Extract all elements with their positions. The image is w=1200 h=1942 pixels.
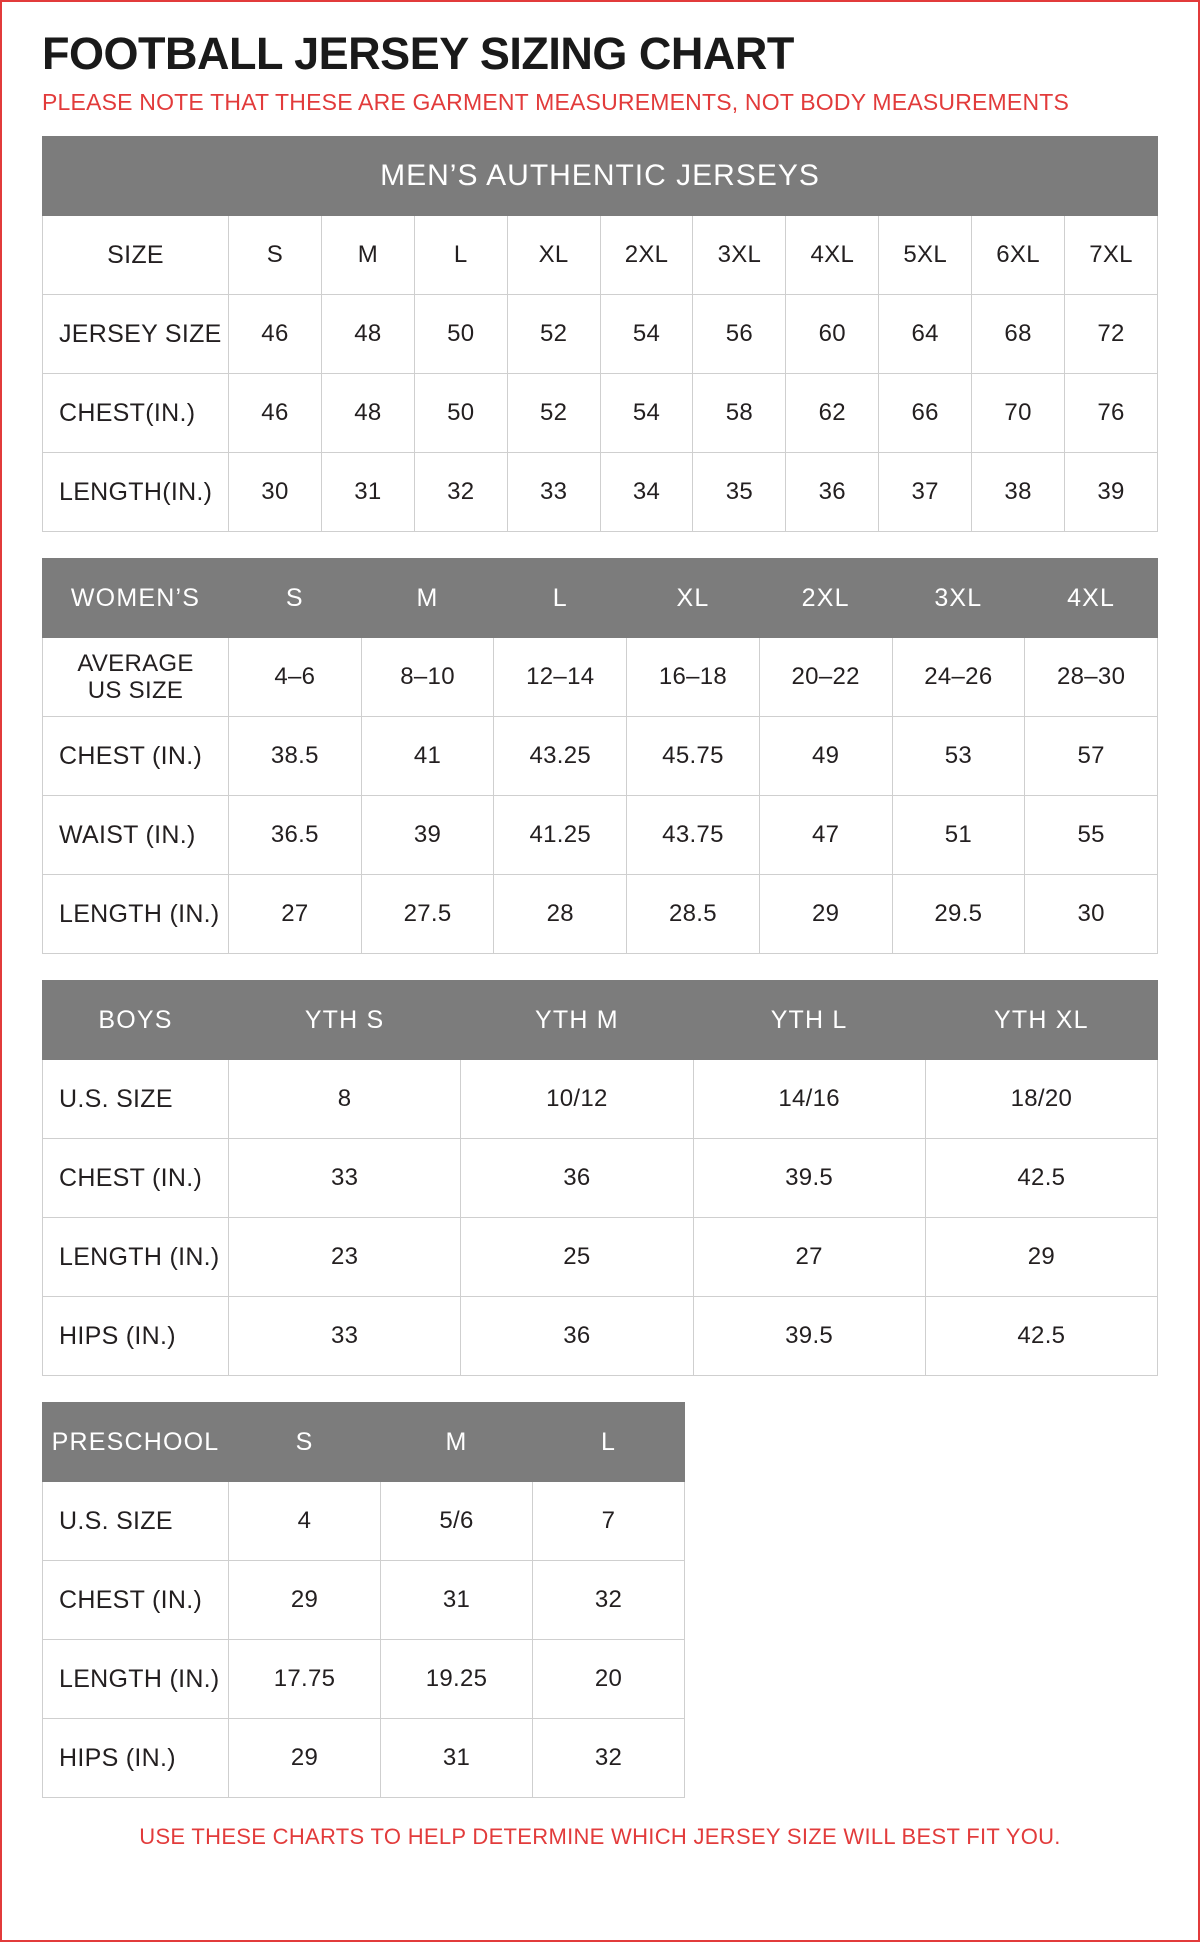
table-cell: 29 [229, 1719, 381, 1798]
table-cell: 39 [1065, 453, 1158, 532]
table-cell: 46 [229, 374, 322, 453]
table-cell: 28.5 [627, 875, 760, 954]
table-cell: 70 [972, 374, 1065, 453]
table-cell: 47 [759, 796, 892, 875]
boys-sizing-table [42, 980, 1158, 1376]
table-cell: 39.5 [693, 1297, 925, 1376]
table-cell: 72 [1065, 295, 1158, 374]
table-cell: 38.5 [229, 717, 362, 796]
row-label: CHEST (IN.) [43, 1139, 229, 1218]
table-cell: 31 [321, 453, 414, 532]
row-label-line2: US SIZE [87, 677, 184, 705]
table-row [43, 717, 1158, 796]
row-label: U.S. SIZE [43, 1060, 229, 1139]
table-cell: 76 [1065, 374, 1158, 453]
table-cell: 52 [507, 374, 600, 453]
womens-size-cell: L [494, 559, 627, 638]
table-cell: 66 [879, 374, 972, 453]
table-cell: 33 [229, 1297, 461, 1376]
boys-banner: BOYS [43, 981, 229, 1060]
womens-size-cell: 2XL [759, 559, 892, 638]
table-cell: 34 [600, 453, 693, 532]
table-cell: 41 [361, 717, 494, 796]
table-row-preschool-header [43, 1403, 1158, 1482]
table-cell: 19.25 [381, 1640, 533, 1719]
table-cell: 35 [693, 453, 786, 532]
table-cell: 10/12 [461, 1060, 693, 1139]
table-cell: 64 [879, 295, 972, 374]
page-title: FOOTBALL JERSEY SIZING CHART [42, 28, 794, 79]
table-cell: 32 [533, 1719, 685, 1798]
table-cell: 57 [1025, 717, 1158, 796]
mens-size-cell: M [321, 216, 414, 295]
table-cell: 25 [461, 1218, 693, 1297]
table-row-womens-header [43, 559, 1158, 638]
table-cell: 36 [461, 1297, 693, 1376]
preschool-size-cell: S [229, 1403, 381, 1482]
womens-banner: WOMEN’S [43, 559, 229, 638]
womens-size-cell: S [229, 559, 362, 638]
table-cell: 27 [229, 875, 362, 954]
table-cell: 42.5 [925, 1139, 1157, 1218]
table-cell: 5/6 [381, 1482, 533, 1561]
table-cell: 14/16 [693, 1060, 925, 1139]
table-cell: 8–10 [361, 638, 494, 717]
table-row [43, 1719, 1158, 1798]
table-cell: 60 [786, 295, 879, 374]
table-cell: 4 [229, 1482, 381, 1561]
table-row [43, 1297, 1158, 1376]
row-label: LENGTH (IN.) [43, 875, 229, 954]
table-cell: 48 [321, 374, 414, 453]
row-label: WAIST (IN.) [43, 796, 229, 875]
spacer-cell [685, 1482, 1158, 1561]
row-label: HIPS (IN.) [43, 1719, 229, 1798]
mens-size-cell: XL [507, 216, 600, 295]
table-cell: 29.5 [892, 875, 1025, 954]
table-row-boys-header [43, 981, 1158, 1060]
table-cell: 30 [229, 453, 322, 532]
table-cell: 50 [414, 374, 507, 453]
mens-size-cell: S [229, 216, 322, 295]
spacer-cell [685, 1403, 1158, 1482]
table-cell: 46 [229, 295, 322, 374]
row-label [43, 638, 229, 717]
table-cell: 31 [381, 1561, 533, 1640]
table-cell: 20 [533, 1640, 685, 1719]
row-label: LENGTH (IN.) [43, 1218, 229, 1297]
row-label: LENGTH(IN.) [43, 453, 229, 532]
preschool-size-cell: M [381, 1403, 533, 1482]
boys-size-cell: YTH M [461, 981, 693, 1060]
table-cell: 7 [533, 1482, 685, 1561]
table-row [43, 1482, 1158, 1561]
row-label-line1: AVERAGE [77, 649, 194, 677]
table-cell: 42.5 [925, 1297, 1157, 1376]
table-cell: 28–30 [1025, 638, 1158, 717]
table-cell: 51 [892, 796, 1025, 875]
table-cell: 8 [229, 1060, 461, 1139]
table-cell: 20–22 [759, 638, 892, 717]
spacer-cell [685, 1719, 1158, 1798]
table-cell: 38 [972, 453, 1065, 532]
table-cell: 50 [414, 295, 507, 374]
table-cell: 32 [414, 453, 507, 532]
table-row [43, 374, 1158, 453]
table-cell: 28 [494, 875, 627, 954]
table-cell: 43.75 [627, 796, 760, 875]
table-cell: 49 [759, 717, 892, 796]
mens-size-cell: 6XL [972, 216, 1065, 295]
boys-size-cell: YTH XL [925, 981, 1157, 1060]
mens-size-cell: 3XL [693, 216, 786, 295]
table-cell: 68 [972, 295, 1065, 374]
table-cell: 33 [507, 453, 600, 532]
table-cell: 31 [381, 1719, 533, 1798]
table-cell: 36.5 [229, 796, 362, 875]
table-cell: 48 [321, 295, 414, 374]
table-row [43, 638, 1158, 717]
row-label: CHEST (IN.) [43, 1561, 229, 1640]
womens-size-cell: 4XL [1025, 559, 1158, 638]
footer-note: USE THESE CHARTS TO HELP DETERMINE WHICH JERSEY SIZE WILL BEST FIT YOU. [139, 1824, 1061, 1850]
table-cell: 16–18 [627, 638, 760, 717]
table-cell: 23 [229, 1218, 461, 1297]
spacer-cell [685, 1561, 1158, 1640]
table-row [43, 1640, 1158, 1719]
mens-size-cell: 7XL [1065, 216, 1158, 295]
table-row-mens-sizes [43, 216, 1158, 295]
row-label: U.S. SIZE [43, 1482, 229, 1561]
table-cell: 29 [925, 1218, 1157, 1297]
table-cell: 37 [879, 453, 972, 532]
table-cell: 52 [507, 295, 600, 374]
boys-size-cell: YTH S [229, 981, 461, 1060]
table-cell: 17.75 [229, 1640, 381, 1719]
table-row [43, 875, 1158, 954]
table-cell: 29 [229, 1561, 381, 1640]
womens-sizing-table [42, 558, 1158, 954]
table-cell: 54 [600, 374, 693, 453]
table-cell: 36 [786, 453, 879, 532]
row-label: HIPS (IN.) [43, 1297, 229, 1376]
table-cell: 29 [759, 875, 892, 954]
table-row [43, 796, 1158, 875]
womens-size-cell: M [361, 559, 494, 638]
table-row [43, 453, 1158, 532]
mens-size-cell: 2XL [600, 216, 693, 295]
preschool-size-cell: L [533, 1403, 685, 1482]
table-cell: 54 [600, 295, 693, 374]
table-cell: 24–26 [892, 638, 1025, 717]
table-cell: 18/20 [925, 1060, 1157, 1139]
spacer-cell [685, 1640, 1158, 1719]
table-cell: 30 [1025, 875, 1158, 954]
row-label: JERSEY SIZE [43, 295, 229, 374]
table-cell: 53 [892, 717, 1025, 796]
table-cell: 27 [693, 1218, 925, 1297]
table-row [43, 1561, 1158, 1640]
preschool-sizing-table [42, 1402, 1158, 1798]
table-cell: 43.25 [494, 717, 627, 796]
table-row [43, 295, 1158, 374]
table-row [43, 1218, 1158, 1297]
row-label: CHEST (IN.) [43, 717, 229, 796]
womens-size-cell: XL [627, 559, 760, 638]
table-cell: 32 [533, 1561, 685, 1640]
mens-size-cell: L [414, 216, 507, 295]
table-cell: 33 [229, 1139, 461, 1218]
mens-size-label: SIZE [43, 216, 229, 295]
table-row [43, 1060, 1158, 1139]
table-cell: 55 [1025, 796, 1158, 875]
table-cell: 12–14 [494, 638, 627, 717]
womens-size-cell: 3XL [892, 559, 1025, 638]
table-cell: 41.25 [494, 796, 627, 875]
table-row-mens-banner [43, 137, 1158, 216]
table-cell: 36 [461, 1139, 693, 1218]
table-cell: 27.5 [361, 875, 494, 954]
table-cell: 39.5 [693, 1139, 925, 1218]
mens-size-cell: 4XL [786, 216, 879, 295]
mens-banner: MEN’S AUTHENTIC JERSEYS [43, 137, 1158, 216]
table-cell: 58 [693, 374, 786, 453]
mens-sizing-table [42, 136, 1158, 532]
table-cell: 4–6 [229, 638, 362, 717]
table-cell: 56 [693, 295, 786, 374]
table-row [43, 1139, 1158, 1218]
table-cell: 45.75 [627, 717, 760, 796]
table-cell: 39 [361, 796, 494, 875]
preschool-banner: PRESCHOOL [43, 1403, 229, 1482]
mens-size-cell: 5XL [879, 216, 972, 295]
row-label: CHEST(IN.) [43, 374, 229, 453]
measurement-note: PLEASE NOTE THAT THESE ARE GARMENT MEASUREMENTS, NOT BODY MEASUREMENTS [42, 89, 1070, 116]
table-cell: 62 [786, 374, 879, 453]
boys-size-cell: YTH L [693, 981, 925, 1060]
row-label: LENGTH (IN.) [43, 1640, 229, 1719]
